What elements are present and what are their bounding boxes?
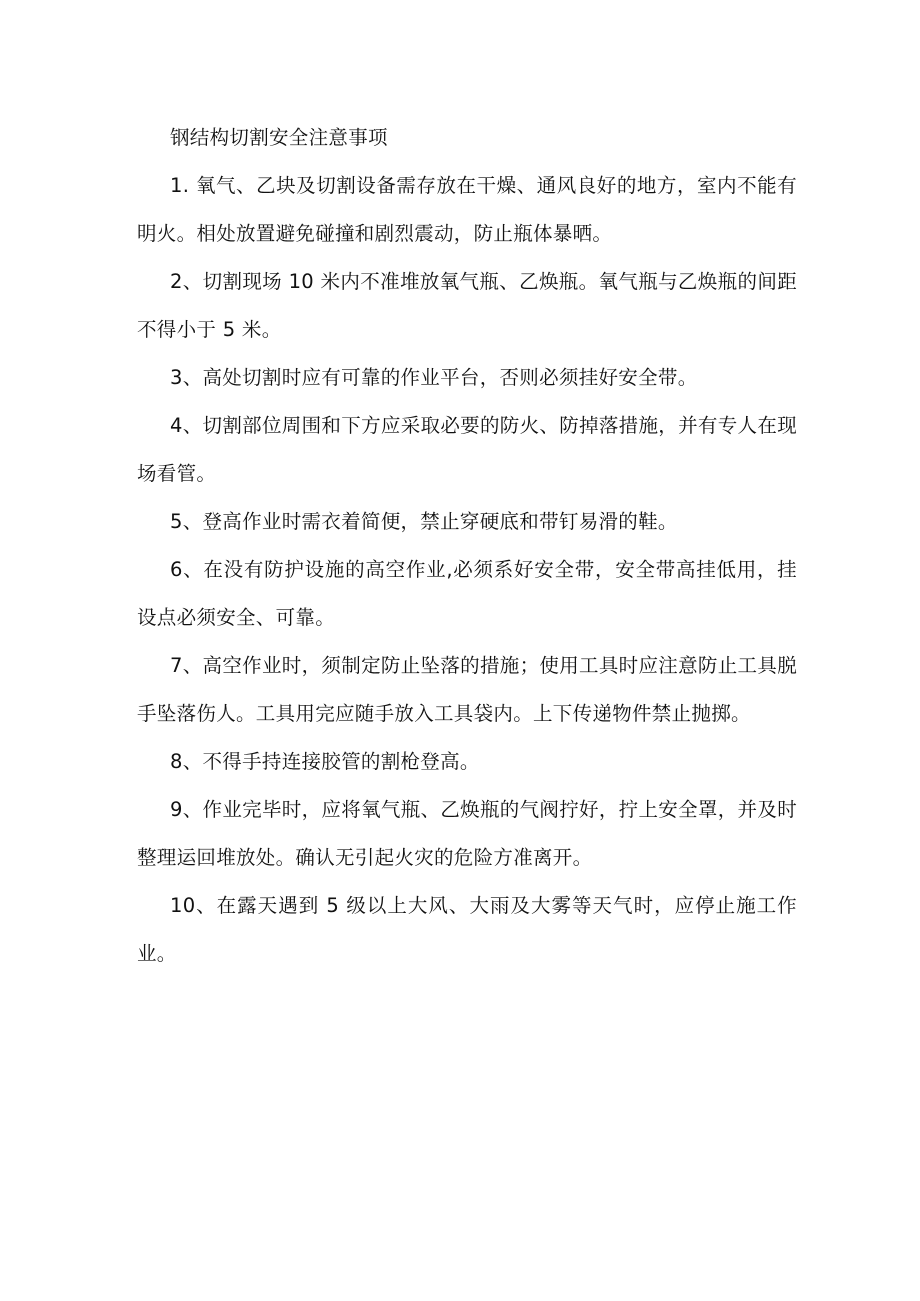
rule-item-2: 2、切割现场 10 米内不准堆放氧气瓶、乙焕瓶。氧气瓶与乙焕瓶的间距不得小于 5 米。 (137, 270, 797, 341)
rule-item-1: 1. 氧气、乙块及切割设备需存放在干燥、通风良好的地方，室内不能有明火。相处放置避免碰撞和剧烈震动，防止瓶体暴晒。 (137, 174, 797, 245)
rule-item-7: 7、高空作业时，须制定防止坠落的措施；使用工具时应注意防止工具脱手坠落伤人。工具用完应随手放入工具袋内。上下传递物件禁止抛掷。 (137, 654, 797, 725)
rule-item-8: 8、不得手持连接胶管的割枪登高。 (170, 750, 480, 773)
document-title: 钢结构切割安全注意事项 (170, 126, 388, 149)
rule-item-6: 6、在没有防护设施的高空作业,必须系好安全带，安全带高挂低用，挂设点必须安全、可靠。 (137, 558, 797, 629)
document-body (137, 114, 797, 978)
rule-item-4: 4、切割部位周围和下方应采取必要的防火、防掉落措施，并有专人在现场看管。 (137, 414, 797, 485)
rule-item-3: 3、高处切割时应有可靠的作业平台，否则必须挂好安全带。 (170, 366, 698, 389)
rule-item-5: 5、登高作业时需衣着简便，禁止穿硬底和带钉易滑的鞋。 (170, 510, 678, 533)
rule-item-9: 9、作业完毕时，应将氧气瓶、乙焕瓶的气阀拧好，拧上安全罩，并及时整理运回堆放处。确认无引起火灾的危险方准离开。 (137, 798, 797, 869)
rule-item-10: 10、在露天遇到 5 级以上大风、大雨及大雾等天气时，应停止施工作业。 (137, 894, 797, 965)
